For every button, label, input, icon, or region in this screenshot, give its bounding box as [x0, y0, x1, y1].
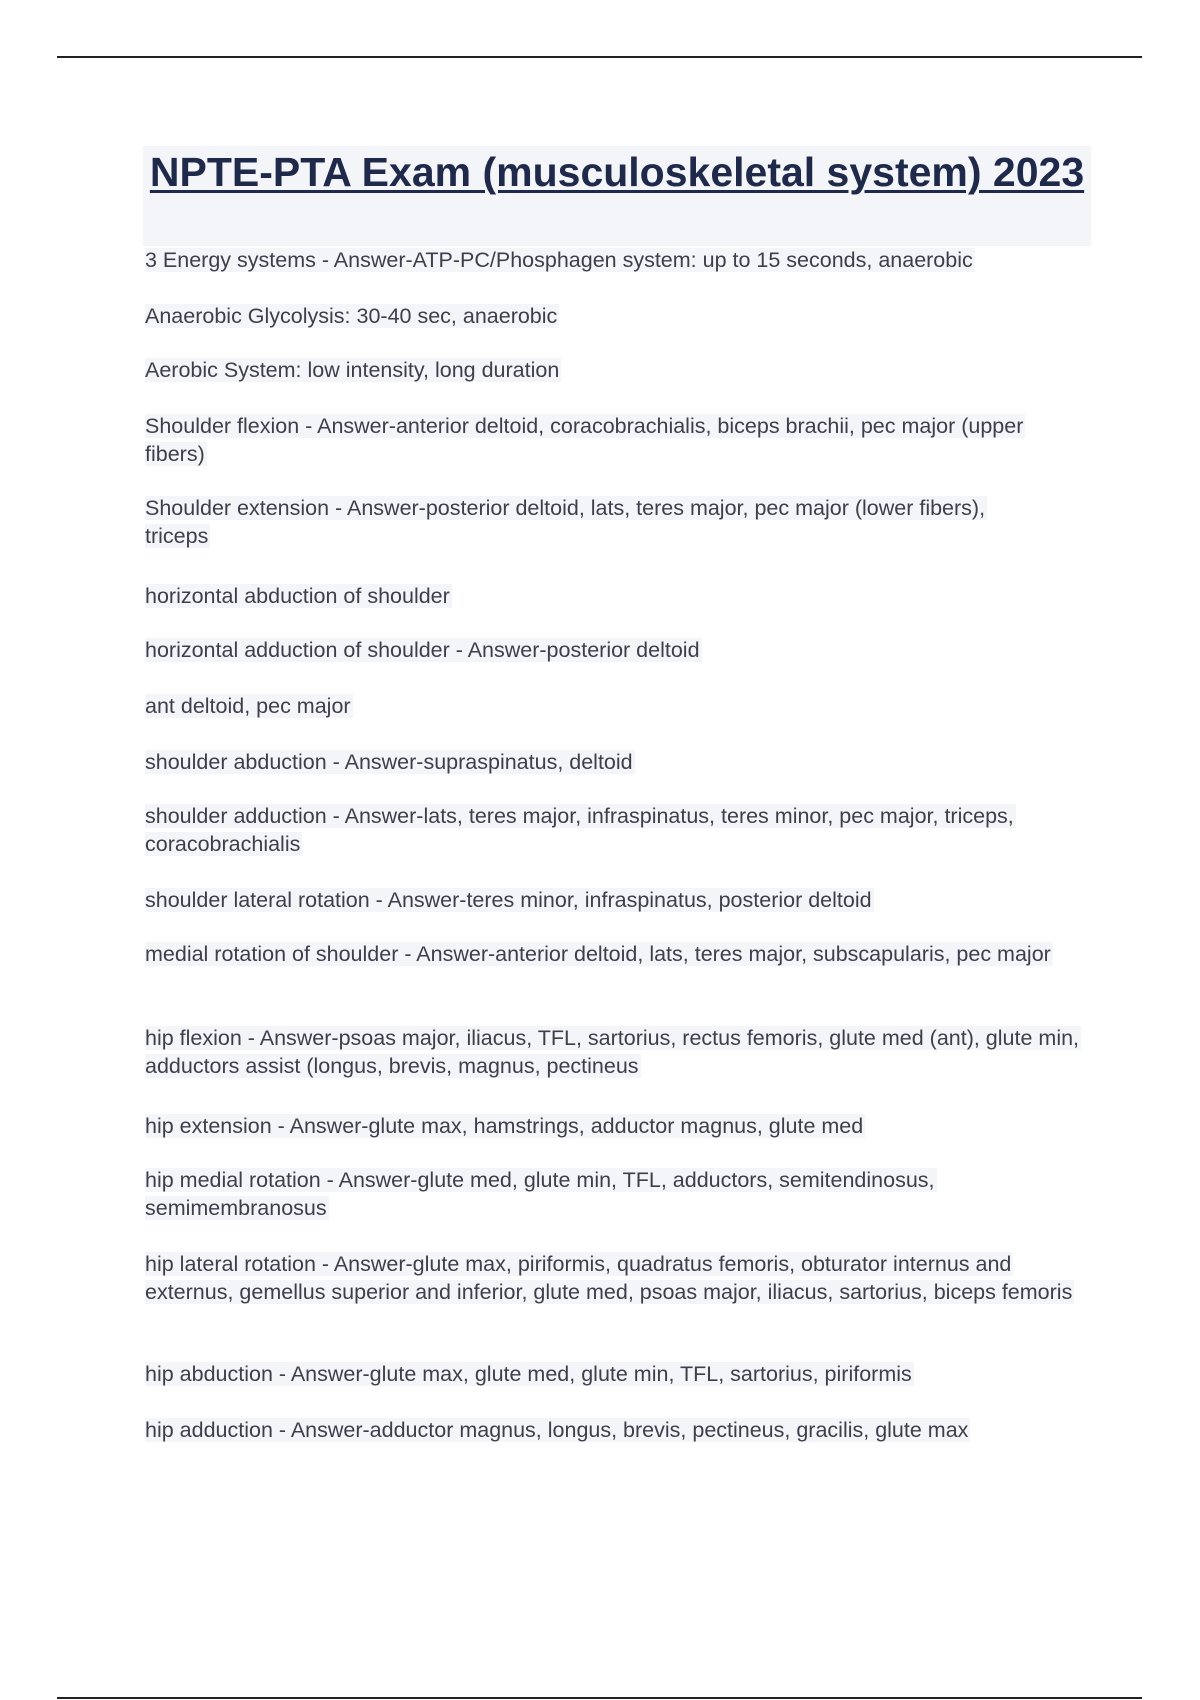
qa-entry	[145, 1024, 1095, 1080]
title-block	[143, 146, 1091, 246]
qa-entry	[145, 582, 1085, 610]
qa-entry	[145, 1166, 1045, 1222]
qa-entry-text: hip extension - Answer-glute max, hamstrings, adductor magnus, glute med	[145, 1114, 864, 1138]
qa-entry	[145, 1360, 1085, 1388]
qa-entry	[145, 886, 1085, 914]
qa-entry-text: hip medial rotation - Answer-glute med, glute min, TFL, adductors, semitendinosus, semimembranosus	[145, 1168, 935, 1220]
qa-entry	[145, 356, 1085, 384]
qa-entry-text: shoulder adduction - Answer-lats, teres major, infraspinatus, teres minor, pec major, triceps, coracobrachialis	[145, 804, 1014, 856]
qa-entry-text: medial rotation of shoulder - Answer-anterior deltoid, lats, teres major, subscapularis, pec major	[145, 942, 1051, 966]
qa-entry-text: Anaerobic Glycolysis: 30-40 sec, anaerobic	[145, 304, 558, 328]
qa-entry-text: horizontal adduction of shoulder - Answer-posterior deltoid	[145, 638, 700, 662]
qa-entry-text: ant deltoid, pec major	[145, 694, 351, 718]
qa-entry	[145, 494, 1025, 550]
qa-entry	[145, 636, 1085, 664]
qa-entry-text: hip abduction - Answer-glute max, glute med, glute min, TFL, sartorius, piriformis	[145, 1362, 912, 1386]
qa-entry	[145, 940, 1055, 968]
qa-entry	[145, 302, 1085, 330]
qa-entry	[145, 802, 1055, 858]
qa-entry-text: 3 Energy systems - Answer-ATP-PC/Phosphagen system: up to 15 seconds, anaerobic	[145, 248, 973, 272]
qa-entry-text: Shoulder extension - Answer-posterior deltoid, lats, teres major, pec major (lower fibers), triceps	[145, 496, 986, 548]
qa-entry-text: horizontal abduction of shoulder	[145, 584, 450, 608]
qa-entry	[145, 246, 1085, 274]
top-rule	[57, 56, 1142, 58]
qa-entry	[145, 692, 1085, 720]
qa-entry-text: hip flexion - Answer-psoas major, iliacus, TFL, sartorius, rectus femoris, glute med (ant), glute min, adductors assist (longus, brevis, magnus, pectineus	[145, 1026, 1080, 1078]
qa-entry	[145, 1416, 1085, 1444]
bottom-rule	[57, 1697, 1142, 1699]
qa-entry-text: Aerobic System: low intensity, long duration	[145, 358, 560, 382]
qa-entry-text: hip lateral rotation - Answer-glute max, piriformis, quadratus femoris, obturator internus and externus, gemellus superior and inferior, glute med, psoas major, iliacus, sartorius, biceps femoris	[145, 1252, 1073, 1304]
qa-entry	[145, 1250, 1080, 1306]
qa-entry-text: hip adduction - Answer-adductor magnus, longus, brevis, pectineus, gracilis, glute max	[145, 1418, 969, 1442]
qa-entry	[145, 412, 1070, 468]
qa-entry-text: shoulder abduction - Answer-supraspinatus, deltoid	[145, 750, 633, 774]
qa-entry	[145, 1112, 1085, 1140]
qa-entry-text: shoulder lateral rotation - Answer-teres minor, infraspinatus, posterior deltoid	[145, 888, 872, 912]
qa-entry	[145, 748, 1085, 776]
qa-entry-text: Shoulder flexion - Answer-anterior deltoid, coracobrachialis, biceps brachii, pec major (upper fibers)	[145, 414, 1024, 466]
document-title: NPTE-PTA Exam (musculoskeletal system) 2023	[149, 149, 1085, 195]
